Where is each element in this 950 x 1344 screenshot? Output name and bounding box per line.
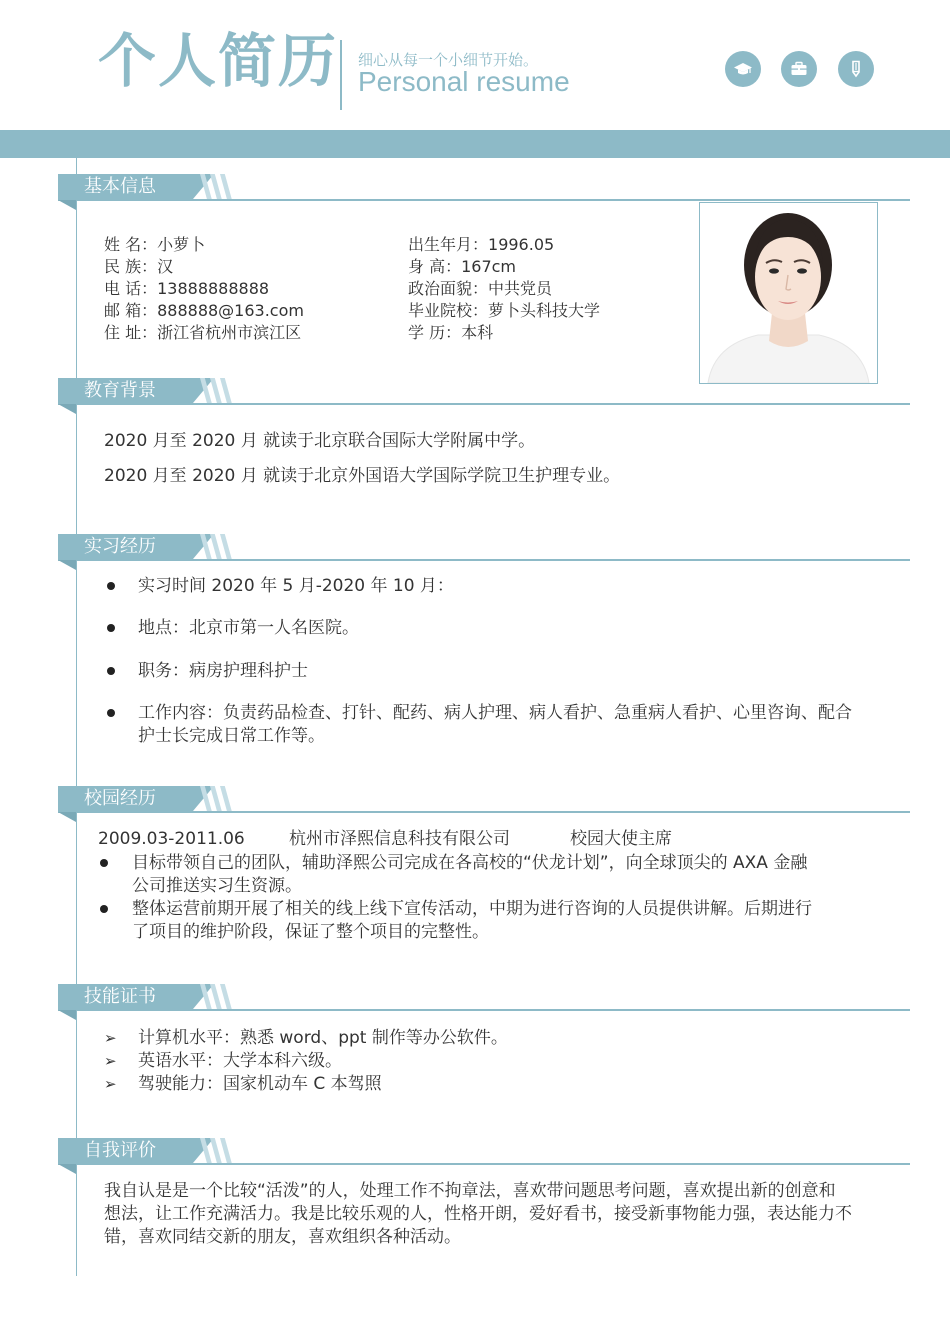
section-header-campus (58, 786, 910, 824)
bullet-dot (100, 905, 108, 913)
info-address: 住 址：浙江省杭州市滨江区 (104, 323, 302, 342)
profile-photo (699, 202, 878, 384)
internship-item: 职务：病房护理科护士 (138, 661, 308, 681)
resume-title: 个人简历 (98, 27, 339, 95)
graduation-cap-icon (725, 51, 761, 87)
section-title: 教育背景 (84, 380, 156, 401)
bullet-dot (107, 624, 115, 632)
header-band (0, 130, 950, 158)
section-header-self-eval (58, 1138, 910, 1176)
self-eval-line: 我自认是是一个比较“活泼”的人，处理工作不拘章法，喜欢带问题思考问题，喜欢提出新的创意和 (104, 1181, 836, 1201)
bullet-dot (107, 709, 115, 717)
info-height: 身 高：167cm (408, 257, 517, 276)
timeline-line (76, 158, 77, 1276)
info-degree: 学 历：本科 (408, 323, 494, 342)
section-header-education (58, 378, 910, 416)
campus-company: 杭州市泽熙信息科技有限公司 (289, 829, 510, 849)
info-email: 邮 箱：888888@163.com (104, 301, 304, 320)
arrow-bullet-icon: ➢ (104, 1075, 117, 1093)
title-english: Personal resume (358, 66, 570, 97)
pencil-icon (838, 51, 874, 87)
slogan: 细心从每一个小细节开始。 (358, 51, 539, 69)
info-phone: 电 话：13888888888 (104, 279, 270, 298)
education-item: 2020 月至 2020 月 就读于北京外国语大学国际学院卫生护理专业。 (104, 466, 621, 486)
self-eval-line: 想法，让工作充满活力。我是比较乐观的人，性格开朗，爱好看书，接受新事物能力强，表达能力不 (104, 1204, 852, 1224)
internship-item-cont: 护士长完成日常工作等。 (138, 726, 325, 746)
info-political: 政治面貌：中共党员 (408, 279, 553, 298)
info-name: 姓 名：小萝卜 (104, 235, 206, 254)
campus-item-cont: 公司推送实习生资源。 (132, 876, 302, 896)
skill-item: 驾驶能力：国家机动车 C 本驾照 (138, 1074, 382, 1094)
skill-item: 计算机水平：熟悉 word、ppt 制作等办公软件。 (138, 1028, 508, 1048)
internship-item: 工作内容：负责药品检查、打针、配药、病人护理、病人看护、急重病人看护、心里咨询、配合 (138, 703, 852, 723)
education-item: 2020 月至 2020 月 就读于北京联合国际大学附属中学。 (104, 431, 536, 451)
section-title: 校园经历 (84, 788, 156, 809)
campus-role: 校园大使主席 (570, 829, 672, 849)
section-title: 技能证书 (84, 986, 156, 1007)
info-ethnicity: 民 族：汉 (104, 257, 174, 276)
section-title: 实习经历 (84, 536, 156, 557)
section-title: 基本信息 (84, 176, 156, 197)
campus-item: 整体运营前期开展了相关的线上线下宣传活动，中期为进行咨询的人员提供讲解。后期进行 (132, 899, 812, 919)
campus-date: 2009.03-2011.06 (98, 829, 245, 849)
section-header-skills (58, 984, 910, 1022)
self-eval-line: 错，喜欢同结交新的朋友，喜欢组织各种活动。 (104, 1227, 461, 1247)
briefcase-icon (781, 51, 817, 87)
arrow-bullet-icon: ➢ (104, 1052, 117, 1070)
info-school: 毕业院校：萝卜头科技大学 (408, 301, 601, 320)
bullet-dot (100, 859, 108, 867)
bullet-dot (107, 667, 115, 675)
campus-item: 目标带领自己的团队，辅助泽熙公司完成在各高校的“伏龙计划”，向全球顶尖的 AXA 金融 (132, 853, 808, 873)
skill-item: 英语水平：大学本科六级。 (138, 1051, 342, 1071)
internship-item: 地点：北京市第一人名医院。 (138, 618, 359, 638)
bullet-dot (107, 582, 115, 590)
info-birth: 出生年月：1996.05 (408, 235, 555, 254)
arrow-bullet-icon: ➢ (104, 1029, 117, 1047)
internship-item: 实习时间 2020 年 5 月-2020 年 10 月： (138, 576, 454, 596)
campus-item-cont: 了项目的维护阶段，保证了整个项目的完整性。 (132, 922, 489, 942)
section-title: 自我评价 (84, 1140, 156, 1161)
title-divider (340, 40, 342, 110)
section-header-internship (58, 534, 910, 572)
